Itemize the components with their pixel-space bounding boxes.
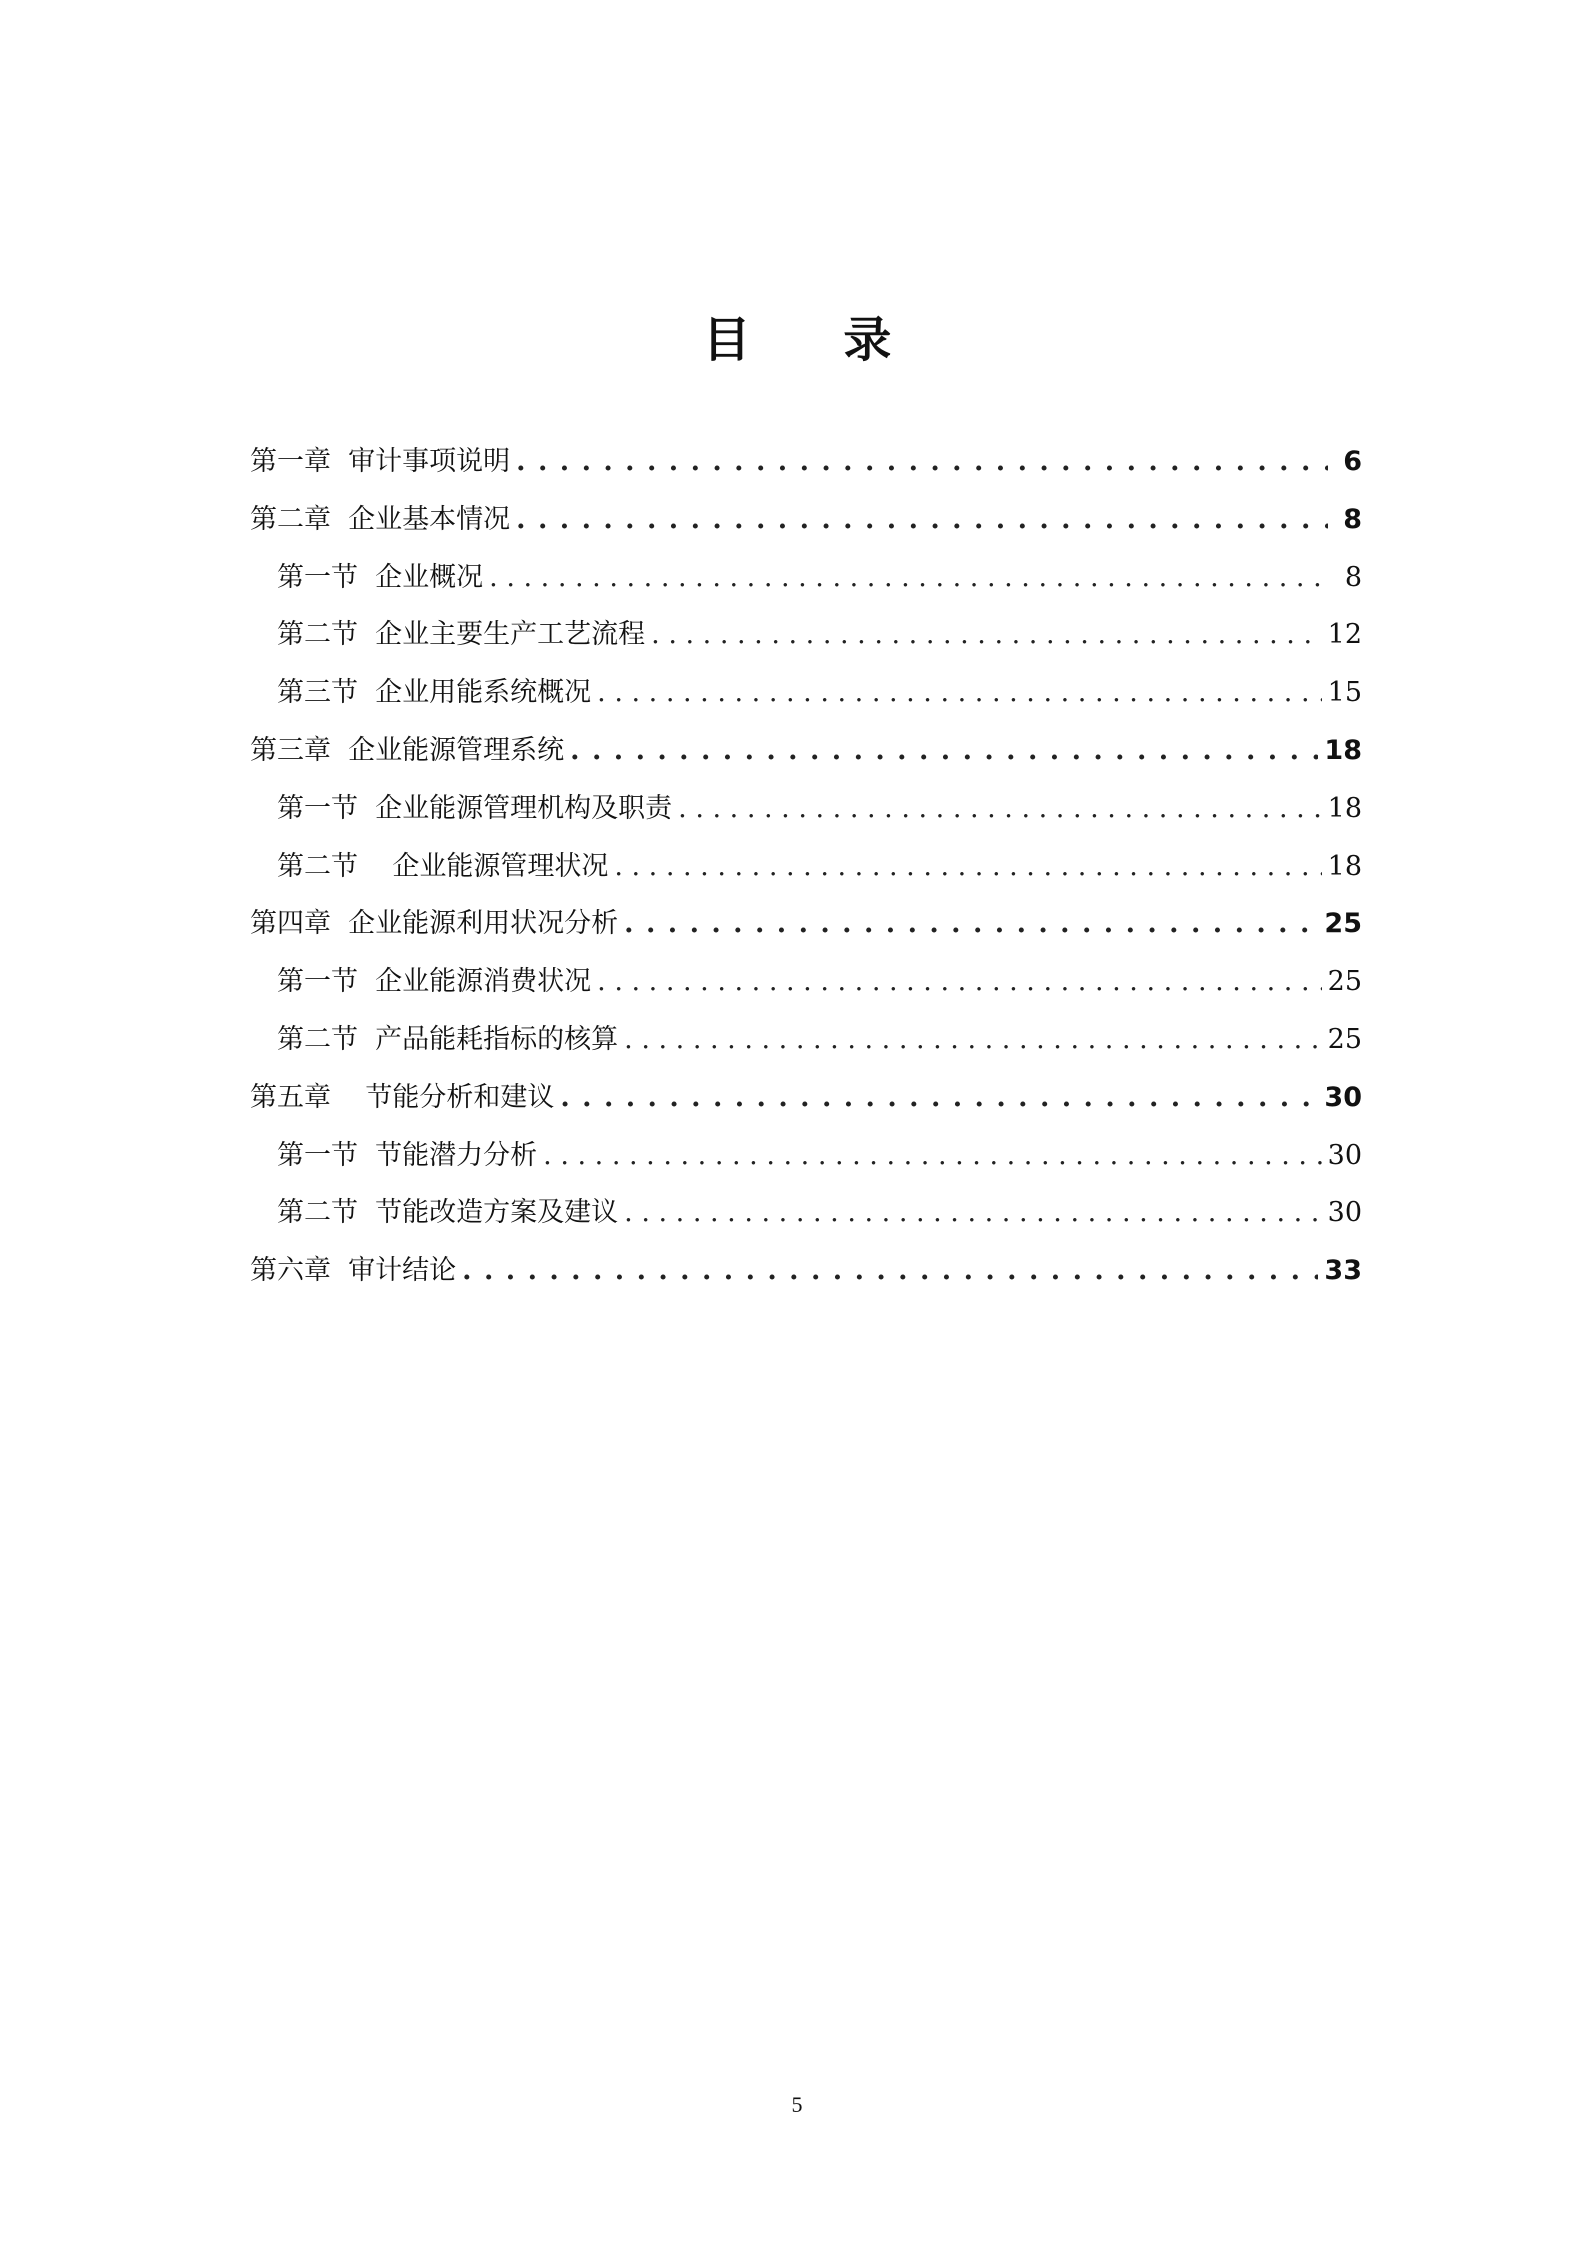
toc-entry-page: 30 bbox=[1324, 1081, 1362, 1113]
toc-entry[interactable] bbox=[250, 838, 1362, 896]
toc-entry[interactable] bbox=[250, 1069, 1362, 1127]
toc-entry[interactable] bbox=[250, 1127, 1362, 1185]
toc-title: 目 录 bbox=[702, 312, 930, 368]
toc-dot-leader bbox=[489, 549, 1328, 607]
toc-entry-label: 第一节 节能潜力分析 bbox=[277, 1139, 538, 1171]
toc-dot-leader bbox=[651, 606, 1321, 664]
toc-dot-leader bbox=[516, 433, 1328, 491]
toc-dot-leader bbox=[597, 953, 1321, 1011]
toc-entry-label: 第二节 企业主要生产工艺流程 bbox=[277, 619, 646, 651]
toc-entry[interactable] bbox=[250, 780, 1362, 838]
toc-entry-page: 25 bbox=[1327, 1023, 1362, 1055]
toc-entry-page: 12 bbox=[1327, 619, 1362, 651]
toc-dot-leader bbox=[678, 780, 1321, 838]
toc-entry[interactable] bbox=[250, 1242, 1362, 1300]
toc-entry-label: 第一章 审计事项说明 bbox=[250, 446, 511, 477]
toc-entry[interactable] bbox=[250, 433, 1362, 491]
toc-dot-leader bbox=[624, 1011, 1321, 1069]
toc-entry[interactable] bbox=[250, 722, 1362, 780]
toc-entry[interactable] bbox=[250, 606, 1362, 664]
toc-entry[interactable] bbox=[250, 895, 1362, 953]
page-number: 5 bbox=[791, 2092, 803, 2117]
toc-entry[interactable] bbox=[250, 1184, 1362, 1242]
toc-entry-label: 第二节 产品能耗指标的核算 bbox=[277, 1023, 619, 1055]
toc-entry-page: 18 bbox=[1324, 734, 1362, 766]
toc-entry-page: 33 bbox=[1324, 1255, 1362, 1287]
toc-entry-label: 第一节 企业概况 bbox=[277, 561, 484, 593]
toc-dot-leader bbox=[597, 664, 1321, 722]
toc-entry-label: 第一节 企业能源消费状况 bbox=[277, 966, 592, 998]
toc-entry-label: 第二章 企业基本情况 bbox=[250, 503, 511, 535]
toc-entry-page: 30 bbox=[1327, 1197, 1362, 1229]
toc-entry-label: 第五章 节能分析和建议 bbox=[250, 1081, 555, 1113]
toc-dot-leader bbox=[624, 895, 1318, 953]
toc-entry-label: 第三节 企业用能系统概况 bbox=[277, 677, 592, 709]
toc-entry-page: 6 bbox=[1343, 446, 1362, 477]
toc-entry-page: 15 bbox=[1327, 677, 1362, 709]
toc-entry-page: 30 bbox=[1327, 1139, 1362, 1171]
toc-dot-leader bbox=[543, 1127, 1321, 1185]
toc-list bbox=[250, 433, 1362, 1300]
toc-entry-page: 8 bbox=[1344, 561, 1362, 593]
toc-entry-page: 25 bbox=[1324, 908, 1362, 940]
toc-entry-label: 第四章 企业能源利用状况分析 bbox=[250, 908, 619, 940]
toc-entry-label: 第六章 审计结论 bbox=[250, 1255, 457, 1287]
toc-dot-leader bbox=[614, 838, 1321, 896]
toc-dot-leader bbox=[560, 1069, 1318, 1127]
toc-entry[interactable] bbox=[250, 491, 1362, 549]
toc-entry-page: 25 bbox=[1327, 966, 1362, 998]
toc-entry[interactable] bbox=[250, 664, 1362, 722]
toc-entry-page: 8 bbox=[1343, 503, 1362, 535]
toc-entry[interactable] bbox=[250, 549, 1362, 607]
toc-entry[interactable] bbox=[250, 1011, 1362, 1069]
toc-entry[interactable] bbox=[250, 953, 1362, 1011]
toc-entry-label: 第二节 节能改造方案及建议 bbox=[277, 1197, 619, 1229]
toc-entry-page: 18 bbox=[1327, 850, 1362, 882]
toc-dot-leader bbox=[516, 491, 1328, 549]
toc-dot-leader bbox=[570, 722, 1318, 780]
toc-entry-page: 18 bbox=[1327, 792, 1362, 824]
toc-dot-leader bbox=[462, 1242, 1318, 1300]
toc-entry-label: 第二节 企业能源管理状况 bbox=[277, 850, 609, 882]
toc-entry-label: 第一节 企业能源管理机构及职责 bbox=[277, 792, 673, 824]
toc-dot-leader bbox=[624, 1184, 1321, 1242]
toc-entry-label: 第三章 企业能源管理系统 bbox=[250, 734, 565, 766]
